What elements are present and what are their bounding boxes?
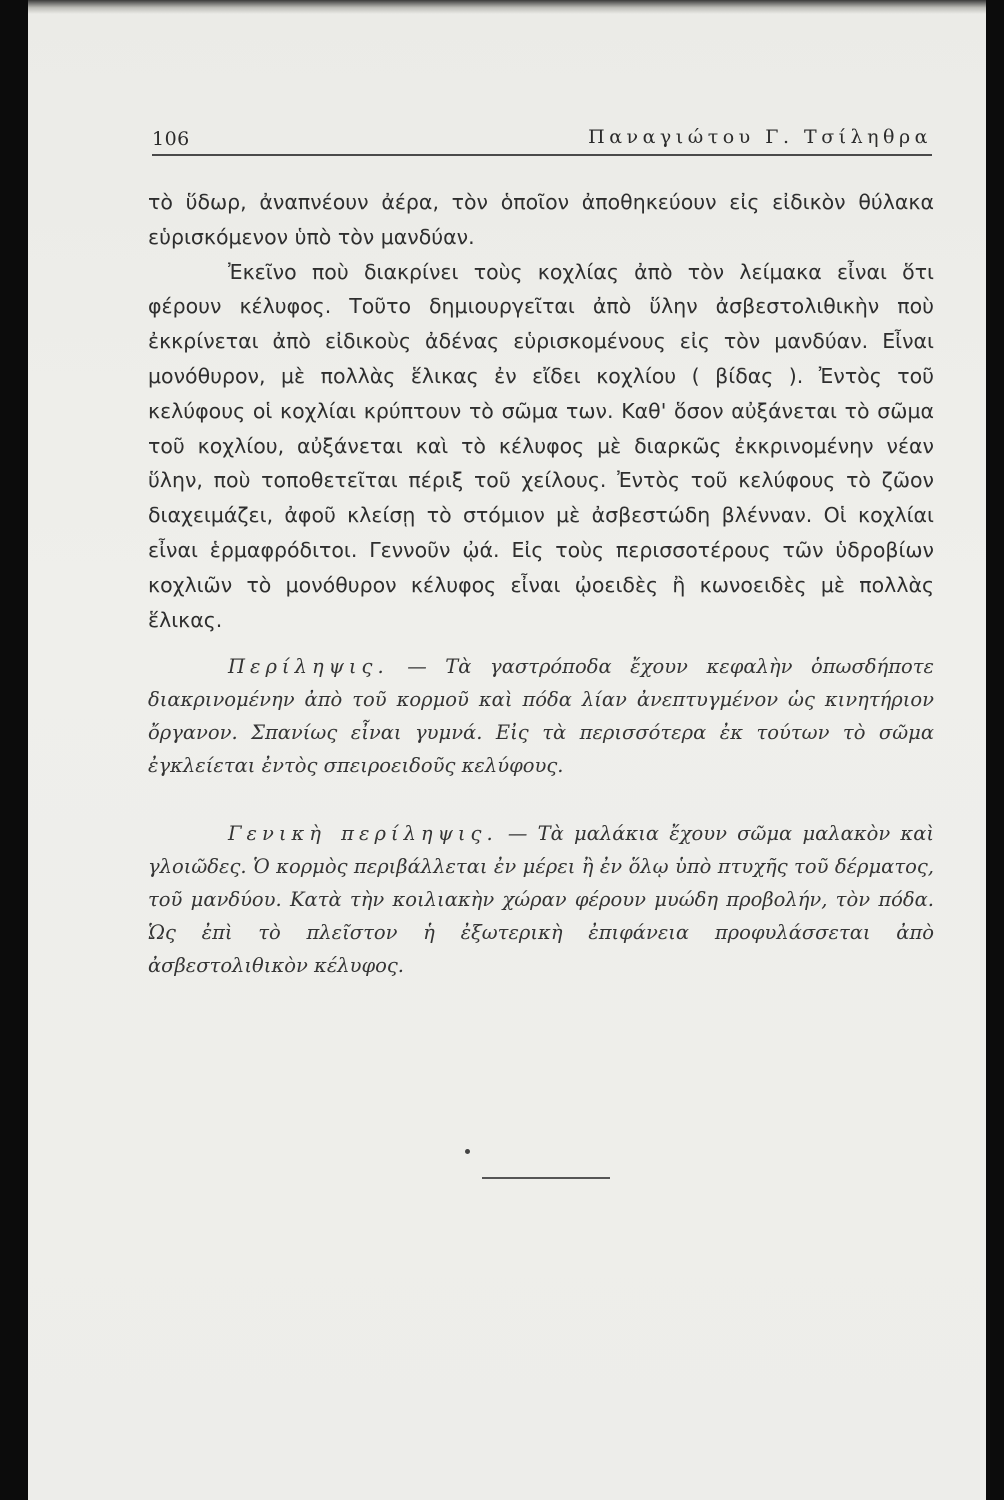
summary-paragraph xyxy=(148,650,934,782)
page-header xyxy=(152,124,932,154)
summary-term: Περίληψις. xyxy=(228,655,389,678)
summary-section xyxy=(148,650,934,782)
main-text xyxy=(148,185,934,637)
general-summary-section xyxy=(148,817,934,982)
paragraph-2: Ἐκεῖνο ποὺ διακρίνει τοὺς κοχλίας ἀπὸ τὸν λείμακα εἶναι ὅτι φέρουν κέλυφος. Τοῦτο δημιουργεῖται ἀπὸ ὕλην ἀσβεστολιθικὴν ποὺ ἐκκρίνεται ἀπὸ εἰδικοὺς ἀδένας εὑρισκομένους εἰς τὸν μανδύαν. Εἶναι μονόθυρον, μὲ πολλὰς ἕλικας ἐν εἴδει κοχλίου ( βίδας ). Ἐντὸς τοῦ κελύφους οἱ κοχλίαι κρύπτουν τὸ σῶμα των. Καθ' ὅσον αὐξάνεται τὸ σῶμα τοῦ κοχλίου, αὐξάνεται καὶ τὸ κέλυφος μὲ διαρκῶς ἐκκρινομένην νέαν ὕλην, ποὺ τοποθετεῖται πέριξ τοῦ χείλους. Ἐντὸς τοῦ κελύφους τὸ ζῶον διαχειμάζει, ἀφοῦ κλείσῃ τὸ στόμιον μὲ ἀσβεστώδη βλένναν. Οἱ κοχλίαι εἶναι ἑρμαφρόδιτοι. Γεννοῦν ᾠά. Εἰς τοὺς περισσοτέρους τῶν ὑδροβίων κοχλιῶν τὸ μονόθυρον κέλυφος εἶναι ᾠοειδὲς ἢ κωνοειδὲς μὲ πολλὰς ἕλικας. xyxy=(148,259,934,632)
general-summary-term: Γενικὴ περίληψις. xyxy=(228,822,498,845)
general-summary-paragraph xyxy=(148,817,934,982)
paragraph-1: τὸ ὕδωρ, ἀναπνέουν ἀέρα, τὸν ὁποῖον ἀποθηκεύουν εἰς εἰδικὸν θύλακα εὑρισκόμενον ὑπὸ τὸν μανδύαν. xyxy=(148,190,934,249)
end-rule xyxy=(482,1177,610,1179)
summary-text: — Τὰ γαστρόποδα ἔχουν κεφαλὴν ὁπωσδήποτε διακρινομένην ἀπὸ τοῦ κορμοῦ καὶ πόδα λίαν ἀνεπτυγμένον ὡς κινητήριον ὄργανον. Σπανίως εἶναι γυμνά. Εἰς τὰ περισσότερα ἐκ τούτων τὸ σῶμα ἐγκλείεται ἐντὸς σπειροειδοῦς κελύφους. xyxy=(148,655,934,777)
ornament-dot xyxy=(465,1149,470,1154)
header-rule xyxy=(152,154,932,156)
general-summary-text: — Τὰ μαλάκια ἔχουν σῶμα μαλακὸν καὶ γλοιῶδες. Ὁ κορμὸς περιβάλλεται ἐν μέρει ἢ ἐν ὅλῳ ὑπὸ πτυχῆς τοῦ δέρματος, τοῦ μανδύου. Κατὰ τὴν κοιλιακὴν χώραν φέρουν μυώδη προβολήν, τὸν πόδα. Ὡς ἐπὶ τὸ πλεῖστον ἡ ἐξωτερικὴ ἐπιφάνεια προφυλάσσεται ἀπὸ ἀσβεστολιθικὸν κέλυφος. xyxy=(148,822,935,977)
scan-edge-shadow xyxy=(28,0,986,14)
running-head: Παναγιώτου Γ. Τσίληθρα xyxy=(588,126,932,148)
page-number: 106 xyxy=(152,128,190,150)
